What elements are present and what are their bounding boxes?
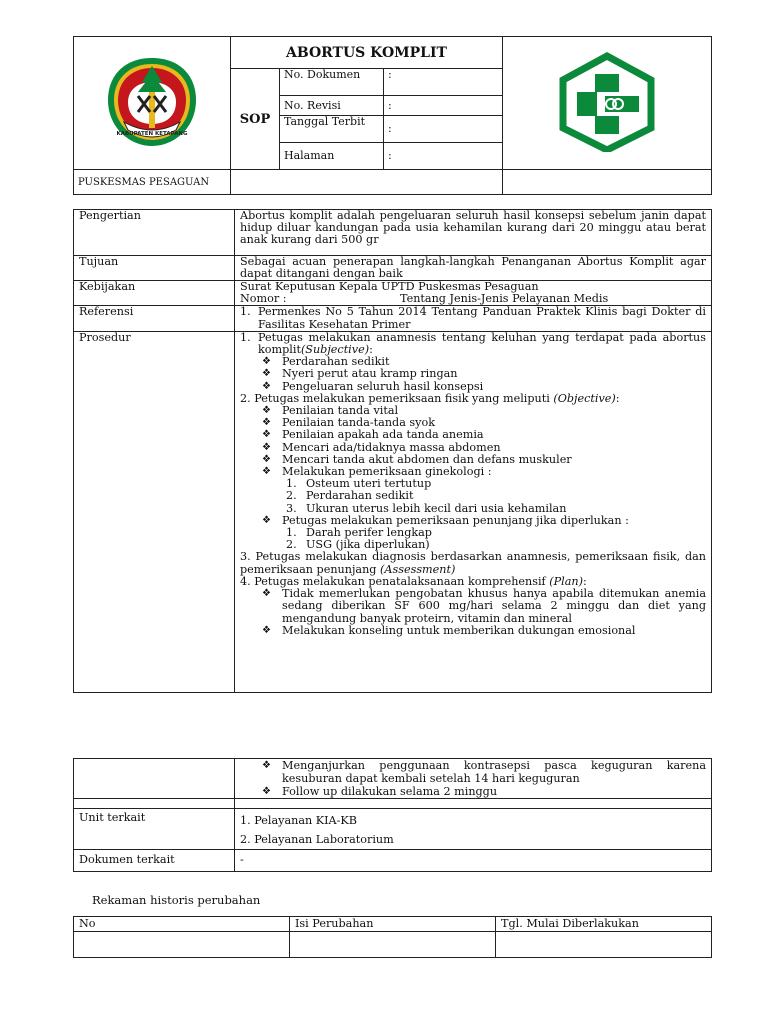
step-number: 1.: [240, 330, 251, 344]
list-item: USG (jika diperlukan): [306, 538, 430, 552]
puskesmas-logo-icon: [551, 52, 663, 152]
history-header-no: No: [74, 917, 290, 932]
field-value-tanggal-terbit: :: [384, 116, 503, 143]
field-label-tanggal-terbit: Tanggal Terbit: [280, 116, 384, 143]
bullet-icon: ❖: [262, 441, 271, 453]
dokumen-terkait-value: -: [235, 850, 712, 872]
org-blank-cell-right: [503, 170, 712, 195]
list-item: Mencari tanda akut abdomen dan defans muskuler: [282, 452, 572, 466]
list-item: Perdarahan sedikit: [282, 355, 390, 369]
bullet-icon: ❖: [262, 624, 271, 636]
field-value-no-dokumen: :: [384, 69, 503, 96]
row-label-pengertian: Pengertian: [74, 210, 235, 256]
continuation-label-cell: [74, 759, 235, 799]
history-cell: [496, 932, 712, 958]
list-item: Pengeluaran seluruh hasil konsepsi: [282, 379, 484, 393]
prosedur-cell: 1. Petugas melakukan anamnesis tentang keluhan yang terdapat pada abortus komplit(Subjective): ❖ Perdarahan sedikit ❖ Nyeri perut atau kramp ringan ❖ Pengeluaran seluruh hasil konsepsi 2. Petugas melakukan pemeriksaan fisik yang meliputi (Objective): ❖ Penilaian tanda vital ❖ Penilaian tanda-tanda syok ❖ Penilaian apakah ada tanda anemia ❖ Mencari ada/tidaknya massa abdomen ❖ Mencari tanda akut abdomen dan defans muskuler ❖ Melakukan pemeriksaan ginekologi : 1. Osteum uteri tertutup 2. Perdarahan sedikit 3. Ukuran uterus lebih kecil dari usia kehamilan ❖ Petugas melakukan pemeriksaan penunjang jika diperlukan : 1. Darah perifer lengkap 2. USG (jika diperlukan) 3. Petugas melakukan diagnosis berdasarkan anamnesis, pemeriksaan fisik, dan pemeriksaan penunjang (Assessment) 4. Petugas melakukan penatalaksanaan komprehensif (Plan): ❖ Tidak memerlukan pengobatan khusus hanya apabila ditemukan anemia sedang diberikan SF 600 mg/hari selama 2 minggu dan diet yang mengandung banyak proteirn, vitamin dan mineral ❖ Melakukan konseling untuk memberikan dukungan emosional: [235, 331, 712, 692]
row-label-kebijakan: Kebijakan: [74, 281, 235, 306]
history-header-isi: Isi Perubahan: [290, 917, 496, 932]
org-blank-cell: [231, 170, 503, 195]
step-2-text: 2. Petugas melakukan pemeriksaan fisik yang meliputi: [240, 391, 550, 405]
field-value-halaman: :: [384, 143, 503, 170]
bullet-icon: ❖: [262, 368, 271, 380]
step-1-tag: (Subjective): [300, 343, 370, 357]
sop-label: SOP: [231, 69, 280, 170]
bullet-icon: ❖: [262, 417, 271, 429]
step-3-text: 3. Petugas melakukan diagnosis berdasarkan anamnesis, pemeriksaan fisik, dan pemeriksaan penunjang: [240, 550, 706, 576]
history-cell: [74, 932, 290, 958]
tujuan-text: Sebagai acuan penerapan langkah-langkah Penanganan Abortus Komplit agar dapat ditangani dengan baik: [235, 255, 712, 280]
step-4-text: 4. Petugas melakukan penatalaksanaan komprehensif: [240, 574, 546, 588]
list-item: Ukuran uterus lebih kecil dari usia kehamilan: [306, 501, 567, 515]
bullet-icon: ❖: [262, 356, 271, 368]
list-item: Osteum uteri tertutup: [306, 477, 432, 491]
bullet-icon: ❖: [262, 429, 271, 441]
list-item: Nyeri perut atau kramp ringan: [282, 367, 458, 381]
seal-motto-text: KABUPATEN KETAPANG: [116, 130, 188, 137]
pengertian-text: Abortus komplit adalah pengeluaran seluruh hasil konsepsi sebelum janin dapat hidup diluar kandungan pada usia kehamilan kurang dari 20 minggu atau berat anak kurang dari 500 gr: [235, 210, 712, 256]
row-label-tujuan: Tujuan: [74, 255, 235, 280]
list-item: Perdarahan sedikit: [306, 489, 414, 503]
bullet-icon: ❖: [262, 405, 271, 417]
list-item: Penilaian tanda vital: [282, 404, 399, 418]
field-value-no-revisi: :: [384, 96, 503, 116]
step-2-tag: (Objective): [553, 391, 616, 405]
list-item: Melakukan konseling untuk memberikan dukungan emosional: [282, 623, 636, 637]
history-cell: [290, 932, 496, 958]
referensi-text: Permenkes No 5 Tahun 2014 Tentang Panduan Praktek Klinis bagi Dokter di Fasilitas Kesehatan Primer: [258, 305, 706, 331]
list-item: Menganjurkan penggunaan kontrasepsi pasca keguguran karena kesuburan dapat kembali setelah 14 hari keguguran: [282, 759, 706, 785]
continuation-table: [73, 758, 712, 872]
list-item: Penilaian apakah ada tanda anemia: [282, 428, 484, 442]
row-label-prosedur: Prosedur: [74, 331, 235, 692]
bullet-icon: ❖: [262, 380, 271, 392]
history-header-tgl: Tgl. Mulai Diberlakukan: [496, 917, 712, 932]
spacer-cell: [74, 799, 235, 809]
bullet-icon: ❖: [262, 453, 271, 465]
unit-terkait-cell: [235, 809, 712, 850]
row-label-dokumen-terkait: Dokumen terkait: [74, 850, 235, 872]
kebijakan-nomor-line: [240, 293, 706, 305]
field-label-no-revisi: No. Revisi: [280, 96, 384, 116]
continuation-cell: [235, 759, 712, 799]
list-item: Tidak memerlukan pengobatan khusus hanya apabila ditemukan anemia sedang diberikan SF 600 mg/hari selama 2 minggu dan diet yang mengandung banyak proteirn, vitamin dan mineral: [282, 587, 706, 625]
list-item: Darah perifer lengkap: [306, 526, 432, 540]
list-item: 1. Pelayanan KIA-KB: [240, 814, 357, 827]
list-item: 2. Pelayanan Laboratorium: [240, 833, 394, 846]
sop-content-table: [73, 209, 712, 693]
list-item: Penilaian tanda-tanda syok: [282, 416, 436, 430]
bullet-icon: ❖: [262, 514, 271, 526]
step-4-tag: (Plan): [549, 574, 583, 588]
sop-header-table: [73, 36, 712, 195]
list-item: Follow up dilakukan selama 2 minggu: [282, 785, 498, 798]
regency-seal-icon: [102, 52, 202, 152]
kebijakan-nomor: Nomor :: [240, 292, 287, 306]
row-label-unit-terkait: Unit terkait: [74, 809, 235, 850]
history-caption: Rekaman historis perubahan: [92, 893, 261, 907]
bullet-icon: ❖: [262, 760, 271, 771]
field-label-halaman: Halaman: [280, 143, 384, 170]
bullet-icon: ❖: [262, 466, 271, 478]
step-3-tag: (Assessment): [380, 562, 456, 576]
bullet-icon: ❖: [262, 588, 271, 600]
kebijakan-cell: [235, 281, 712, 306]
bullet-icon: ❖: [262, 786, 271, 797]
history-table: [73, 916, 712, 958]
step-1-text: Petugas melakukan anamnesis tentang keluhan yang terdapat pada abortus komplit: [258, 330, 706, 357]
kebijakan-line: Surat Keputusan Kepala UPTD Puskesmas Pesaguan: [240, 280, 539, 294]
field-label-no-dokumen: No. Dokumen: [280, 69, 384, 96]
referensi-cell: [235, 306, 712, 331]
list-item: Mencari ada/tidaknya massa abdomen: [282, 440, 501, 454]
list-item: Petugas melakukan pemeriksaan penunjang jika diperlukan :: [282, 513, 629, 527]
document-title: ABORTUS KOMPLIT: [231, 37, 503, 69]
referensi-number: 1.: [240, 305, 251, 319]
row-label-referensi: Referensi: [74, 306, 235, 331]
regency-seal-cell: [74, 37, 231, 170]
puskesmas-logo-cell: [503, 37, 712, 170]
organization-name: PUSKESMAS PESAGUAN: [74, 170, 231, 195]
kebijakan-tentang: Tentang Jenis-Jenis Pelayanan Medis: [400, 292, 609, 306]
list-item: Melakukan pemeriksaan ginekologi :: [282, 465, 492, 479]
spacer-cell: [235, 799, 712, 809]
